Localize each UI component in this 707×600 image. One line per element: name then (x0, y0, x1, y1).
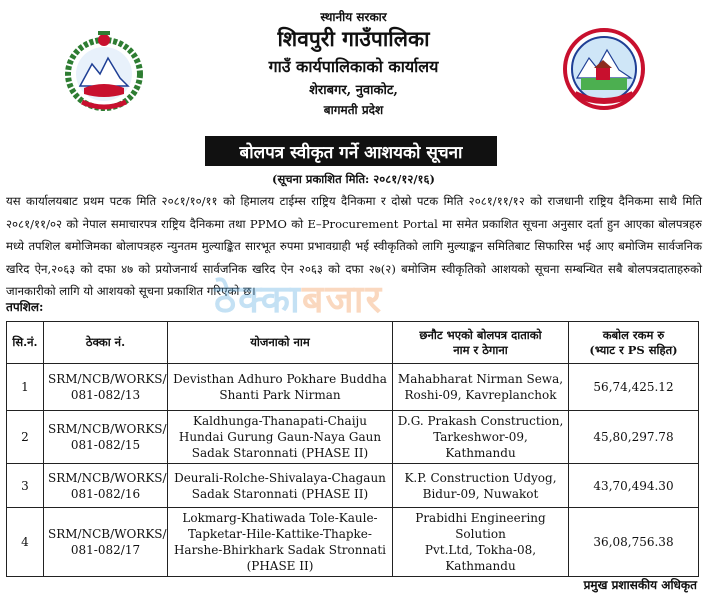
bid-acceptance-table (6, 321, 699, 577)
table-row (7, 508, 699, 577)
bidder-name: Mahabharat Nirman Sewa, (397, 372, 564, 386)
shivapuri-municipality-logo-icon (563, 28, 645, 110)
publication-date: (सूचना प्रकाशित मिति: २०८१/१२/१६) (272, 172, 435, 186)
table-row (7, 464, 699, 508)
row-amount: 36,08,756.38 (569, 508, 699, 577)
local-government-label: स्थानीय सरकार (320, 10, 387, 24)
province-name: बागमती प्रदेश (323, 103, 384, 117)
watermark-part-2: बजार (301, 277, 384, 321)
header-amount (569, 322, 699, 364)
row-sn: 3 (7, 464, 44, 508)
bidder-name: Prabidhi Engineering Solution (415, 511, 546, 541)
row-project-name: Deurali-Rolche-Shivalaya-Chagaun Sadak Staronnati (PHASE II) (168, 464, 393, 508)
contract-no-line2: 081-082/16 (70, 486, 141, 501)
row-sn: 1 (7, 364, 44, 411)
notice-body: यस कार्यालयबाट प्रथम पटक मिति २०८१/१०/११ को हिमालय टाईम्स राष्ट्रिय दैनिकमा र दोस्रो पटक मिति २०८१/११/१२ को राजधानी राष्ट्रिय दैनिकमा साथै मिति २०८१/११/०२ को नेपाल समाचारपत्र राष्ट्रिय दैनिकमा तथा PPMO को E–Procurement Portal मा समेत प्रकाशित सूचना अनुसार दर्ता हुन आएका बोलपत्रहरु मध्ये तपशिल बमोजिमका बोलापत्रहरु न्युनतम मुल्याङ्कित सारभूत रुपमा प्रभावग्राही भई स्वीकृतिको लागि मुल्याङ्कन समितिबाट सिफारिस भई आए बमोजिम सार्वजनिक खरिद ऐन,२०६३ को दफा ४७ को प्रयोजनार्थ सार्वजनिक खरिद ऐन २०६३ को दफा २७(२) बमोजिम स्वीकृतिको आशयको सूचना सम्बन्धित सबै बोलपत्रदाताहरुको जानकारीको लागि यो आशयको सूचना प्रकाशित गरिएको छ। (6, 194, 702, 298)
letterhead (0, 0, 707, 130)
contract-no-line1: SRM/NCB/WORKS/ (48, 422, 167, 436)
signatory-title: प्रमुख प्रशासकीय अधिकृत (583, 578, 697, 592)
row-bidder (393, 364, 569, 411)
bidder-name: K.P. Construction Udyog, (404, 470, 557, 485)
bidder-address: Pvt.Ltd, Tokha-08, Kathmandu (424, 543, 537, 573)
row-contract-no (44, 464, 168, 508)
nepal-government-emblem-icon (62, 28, 146, 112)
header-amount-line1: कबोल रकम रु (602, 327, 665, 342)
bidder-address: Bidur-09, Nuwakot (422, 486, 539, 501)
row-contract-no (44, 411, 168, 464)
row-sn: 2 (7, 411, 44, 464)
contract-no-line1: SRM/NCB/WORKS/ (48, 372, 167, 386)
row-contract-no (44, 508, 168, 577)
contract-no-line2: 081-082/13 (70, 388, 141, 402)
header-amount-line2: (भ्याट र PS सहित) (589, 342, 678, 357)
contract-no-line2: 081-082/17 (70, 543, 141, 557)
bidder-name: D.G. Prakash Construction, (397, 414, 564, 428)
table-row (7, 411, 699, 464)
row-bidder (393, 508, 569, 577)
row-project-name: Lokmarg-Khatiwada Tole-Kaule-Tapketar-Hile-Kattike-Thapke-Harshe-Bhirkhark Sadak Stronnati (PHASE II) (168, 508, 393, 577)
row-project-name: Kaldhunga-Thanapati-Chaiju Hundai Gurung Gaun-Naya Gaun Sadak Staronnati (PHASE II) (168, 411, 393, 464)
notice-title-banner: बोलपत्र स्वीकृत गर्ने आशयको सूचना (205, 136, 497, 166)
office-address: शेराबगर, नुवाकोट, (309, 83, 398, 98)
row-bidder (393, 464, 569, 508)
office-name: गाउँ कार्यपालिकाको कार्यालय (268, 57, 439, 76)
header-contract-no: ठेक्का नं. (44, 322, 168, 364)
watermark-part-1: ठेक्का (214, 277, 302, 321)
table-row (7, 364, 699, 411)
contract-no-line1: SRM/NCB/WORKS/ (48, 470, 167, 485)
row-bidder (393, 411, 569, 464)
header-bidder (393, 322, 569, 364)
header-bidder-line1: छनौट भएको बोलपत्र दाताको (419, 327, 542, 342)
header-project-name: योजनाको नाम (168, 322, 393, 364)
header-sn: सि.नं. (7, 322, 44, 364)
row-amount: 56,74,425.12 (569, 364, 699, 411)
bidder-address: Tarkeshwor-09, Kathmandu (433, 430, 528, 460)
municipality-name: शिवपुरी गाउँपालिका (277, 26, 430, 51)
row-contract-no (44, 364, 168, 411)
contract-no-line2: 081-082/15 (70, 438, 141, 452)
row-amount: 43,70,494.30 (569, 464, 699, 508)
bidder-address: Roshi-09, Kavreplanchok (404, 388, 557, 402)
row-amount: 45,80,297.78 (569, 411, 699, 464)
table-header-row (7, 322, 699, 364)
contract-no-line1: SRM/NCB/WORKS/ (48, 527, 167, 541)
row-project-name: Devisthan Adhuro Pokhare Buddha Shanti Park Nirman (168, 364, 393, 411)
row-sn: 4 (7, 508, 44, 577)
header-bidder-line2: नाम र ठेगाना (453, 342, 508, 357)
details-label: तपशिल: (6, 300, 44, 314)
